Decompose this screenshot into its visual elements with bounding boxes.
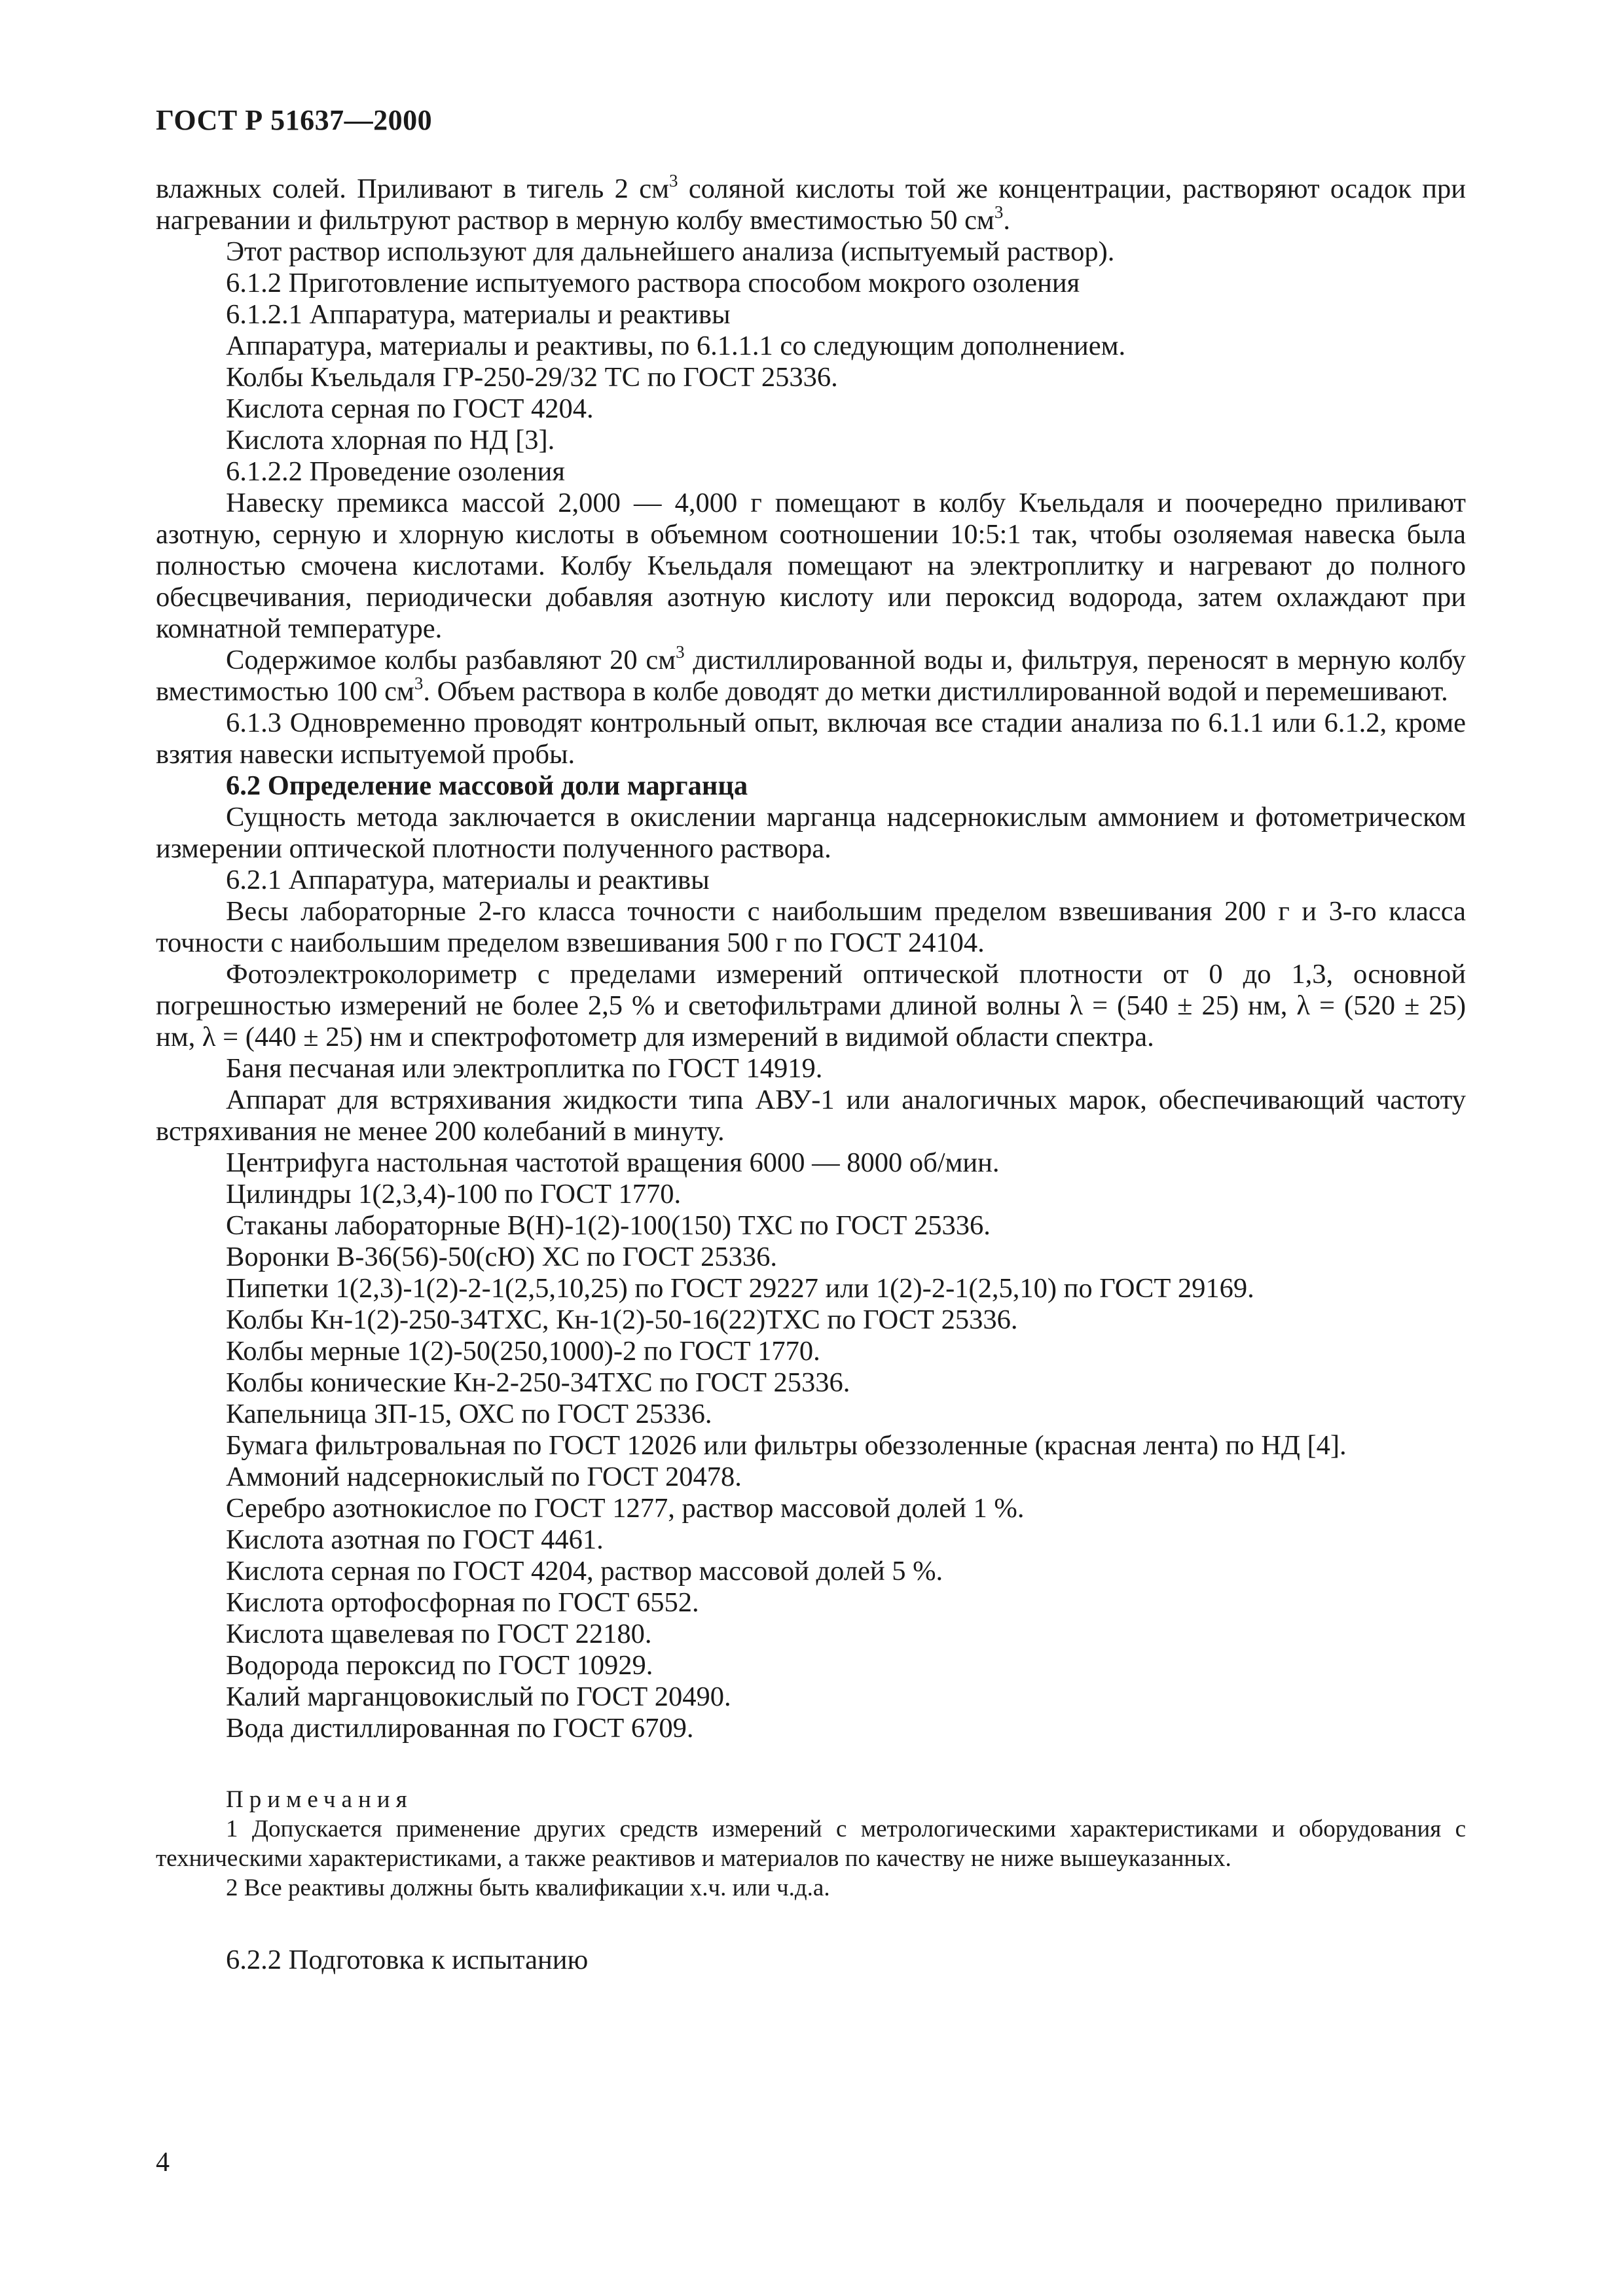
list-item: Кислота серная по ГОСТ 4204, раствор массовой долей 5 %. <box>226 1556 943 1587</box>
list-item: Баня песчаная или электроплитка по ГОСТ 14919. <box>226 1053 823 1084</box>
paragraph: Навеску премикса массой 2,000 — 4,000 г помещают в колбу Къельдаля и поочередно приливают азотную, серную и хлорную кислоты в объемном соотношении 10:5:1 так, чтобы озоляемая навеска была полностью смочена кислотами. Колбу Къельдаля помещают на электроплитку и нагревают до полного обесцвечивания, периодически добавляя азотную кислоту или пероксид водорода, затем охлаждают при комнатной температуре. <box>156 488 1466 644</box>
list-item: Вода дистиллированная по ГОСТ 6709. <box>226 1713 694 1744</box>
list-item: Воронки В-36(56)-50(сЮ) ХС по ГОСТ 25336. <box>226 1242 777 1272</box>
paragraph-continuation: влажных солей. Приливают в тигель 2 $см^3$ соляной кислоты той же концентрации, растворяют осадок при нагревании и фильтруют раствор в мерную колбу вместимостью 50 $см^3$. <box>156 171 1467 236</box>
list-item: Колбы конические Кн-2-250-34ТХС по ГОСТ 25336. <box>226 1367 850 1398</box>
list-item: Кислота ортофосфорная по ГОСТ 6552. <box>226 1587 699 1618</box>
list-item: Кислота азотная по ГОСТ 4461. <box>226 1524 604 1555</box>
paragraph: Этот раствор используют для дальнейшего анализа (испытуемый раствор). <box>226 236 1115 267</box>
superscript-3: 3 <box>668 171 678 190</box>
paragraph: Аппарат для встряхивания жидкости типа АВУ-1 или аналогичных марок, обеспечивающий частоту встряхивания не менее 200 колебаний в минуту. <box>156 1085 1466 1147</box>
superscript-3: 3 <box>414 673 424 693</box>
superscript-3: 3 <box>676 642 685 662</box>
list-item: Цилиндры 1(2,3,4)-100 по ГОСТ 1770. <box>226 1179 682 1210</box>
list-item: Кислота хлорная по НД [3]. <box>226 425 555 456</box>
list-item: Аммоний надсернокислый по ГОСТ 20478. <box>226 1462 742 1492</box>
note-item: 1 Допускается применение других средств измерений с метрологическими характеристиками и оборудования с техническими характеристиками, а также реактивов и материалов по качеству не ниже вышеуказанных. <box>156 1816 1466 1872</box>
document-body <box>156 173 1466 1976</box>
list-item: Бумага фильтровальная по ГОСТ 12026 или фильтры обеззоленные (красная лента) по НД [4]. <box>226 1430 1347 1461</box>
paragraph: 6.1.3 Одновременно проводят контрольный опыт, включая все стадии анализа по 6.1.1 или 6.1.2, кроме взятия навески испытуемой пробы. <box>156 708 1466 770</box>
superscript-3: 3 <box>994 202 1004 222</box>
notes-title: Примечания <box>226 1786 413 1813</box>
subsection-heading: 6.1.2 Приготовление испытуемого раствора способом мокрого озоления <box>226 268 1080 298</box>
list-item: Водорода пероксид по ГОСТ 10929. <box>226 1650 653 1681</box>
list-item: Колбы Къельдаля ГР-250-29/32 ТС по ГОСТ 25336. <box>226 362 838 393</box>
subsection-heading: 6.2.2 Подготовка к испытанию <box>226 1945 589 1975</box>
list-item: Калий марганцовокислый по ГОСТ 20490. <box>226 1681 731 1712</box>
list-item: Серебро азотнокислое по ГОСТ 1277, раствор массовой долей 1 %. <box>226 1493 1025 1524</box>
list-item: Колбы Кн-1(2)-250-34ТХС, Кн-1(2)-50-16(22)ТХС по ГОСТ 25336. <box>226 1304 1018 1335</box>
paragraph: Содержимое колбы разбавляют 20 $см^3$ дистиллированной воды и, фильтруя, переносят в мерную колбу вместимостью 100 $см^3$. Объем раствора в колбе доводят до метки дистиллированной водой и перемешивают. <box>156 642 1466 707</box>
list-item: Капельница ЗП-15, ОХС по ГОСТ 25336. <box>226 1399 712 1429</box>
page-number: 4 <box>156 2147 170 2178</box>
notes-block <box>156 1785 1466 1903</box>
paragraph: Сущность метода заключается в окислении марганца надсернокислым аммонием и фотометрическом измерении оптической плотности полученного раствора. <box>156 802 1466 864</box>
note-item: 2 Все реактивы должны быть квалификации х.ч. или ч.д.а. <box>226 1874 830 1901</box>
paragraph: Аппаратура, материалы и реактивы, по 6.1.1.1 со следующим дополнением. <box>226 331 1126 361</box>
paragraph: Весы лабораторные 2-го класса точности с наибольшим пределом взвешивания 200 г и 3-го класса точности с наибольшим пределом взвешивания 500 г по ГОСТ 24104. <box>156 896 1466 958</box>
list-item: Кислота серная по ГОСТ 4204. <box>226 393 594 424</box>
list-item: Колбы мерные 1(2)-50(250,1000)-2 по ГОСТ 1770. <box>226 1336 820 1367</box>
list-item: Центрифуга настольная частотой вращения 6000 — 8000 об/мин. <box>226 1147 1000 1178</box>
list-item: Пипетки 1(2,3)-1(2)-2-1(2,5,10,25) по ГОСТ 29227 или 1(2)-2-1(2,5,10) по ГОСТ 29169. <box>226 1273 1254 1304</box>
subsection-heading: 6.2.1 Аппаратура, материалы и реактивы <box>226 865 710 895</box>
paragraph: Фотоэлектроколориметр с пределами измерений оптической плотности от 0 до 1,3, основной погрешностью измерений не более 2,5 % и светофильтрами длиной волны λ = (540 ± 25) нм, λ = (520 ± 25) нм, λ = (440 ± 25) нм и спектрофотометр для измерений в видимой области спектра. <box>156 959 1466 1052</box>
subsection-heading: 6.1.2.1 Аппаратура, материалы и реактивы <box>226 299 731 330</box>
document-header: ГОСТ Р 51637—2000 <box>156 104 433 136</box>
list-item: Кислота щавелевая по ГОСТ 22180. <box>226 1619 652 1649</box>
subsection-heading: 6.1.2.2 Проведение озоления <box>226 456 565 487</box>
list-item: Стаканы лабораторные В(Н)-1(2)-100(150) ТХС по ГОСТ 25336. <box>226 1210 991 1241</box>
section-heading: 6.2 Определение массовой доли марганца <box>226 770 748 801</box>
